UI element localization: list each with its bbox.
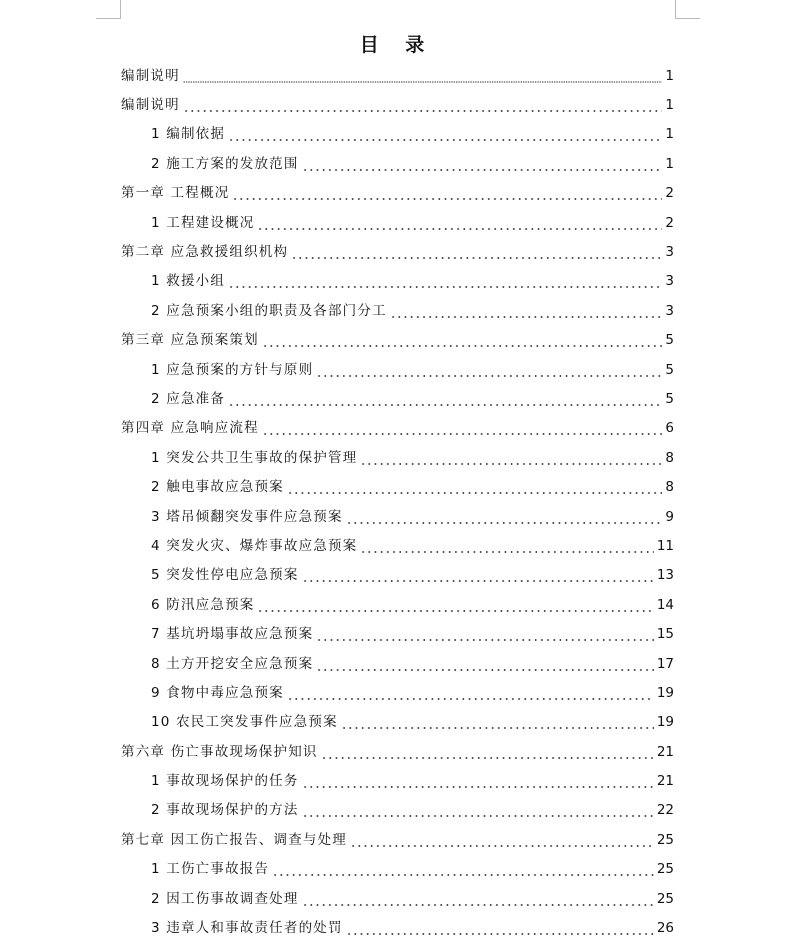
toc-entry[interactable] (121, 61, 674, 90)
toc-entry[interactable] (121, 149, 674, 178)
toc-entry[interactable] (121, 825, 674, 854)
toc-dot-leader (341, 715, 654, 729)
toc-page-number: 1 (665, 126, 674, 143)
toc-page-number: 21 (656, 743, 674, 760)
toc-page-number: 21 (656, 773, 674, 790)
toc-dot-leader (302, 803, 654, 817)
toc-page-number: 5 (665, 390, 674, 407)
toc-entry-label: 1 事故现场保护的任务 (151, 773, 299, 790)
toc-entry-label: 编制说明 (121, 67, 180, 84)
toc-entry-label: 第七章 因工伤亡报告、调查与处理 (121, 831, 347, 848)
toc-entry-label: 第三章 应急预案策划 (121, 332, 259, 349)
toc-title: 目 录 (359, 34, 435, 56)
toc-entry-label: 1 工程建设概况 (151, 214, 255, 231)
toc-dot-leader (302, 774, 654, 788)
toc-entry-label: 5 突发性停电应急预案 (151, 567, 299, 584)
toc-dot-leader (316, 657, 654, 671)
toc-dot-leader (360, 539, 653, 553)
toc-entry-label: 8 土方开挖安全应急预案 (151, 655, 314, 672)
toc-page-number: 14 (656, 596, 674, 613)
toc-entry[interactable] (121, 120, 674, 149)
toc-entry-label: 第一章 工程概况 (121, 185, 230, 202)
toc-entry[interactable] (121, 649, 674, 678)
toc-entry[interactable] (121, 472, 674, 501)
toc-entry[interactable] (121, 913, 674, 942)
toc-page-number: 2 (665, 185, 674, 202)
toc-entry-label: 3 塔吊倾翻突发事件应急预案 (151, 508, 343, 525)
toc-entry-label: 2 应急预案小组的职责及各部门分工 (151, 302, 387, 319)
toc-entry[interactable] (121, 884, 674, 913)
toc-dot-leader (346, 921, 654, 935)
toc-entry-label: 6 防汛应急预案 (151, 596, 255, 613)
toc-page-number: 8 (665, 479, 674, 496)
toc-page-number: 1 (665, 67, 674, 84)
toc-dot-leader (183, 69, 663, 83)
toc-entry-label: 10 农民工突发事件应急预案 (151, 714, 338, 731)
toc-dot-leader (302, 568, 654, 582)
toc-page-number: 6 (665, 420, 674, 437)
toc-page-number: 17 (656, 655, 674, 672)
toc-dot-leader (316, 363, 662, 377)
toc-dot-leader (232, 186, 662, 200)
toc-page-number: 8 (665, 449, 674, 466)
toc-page-number: 25 (656, 831, 674, 848)
toc-dot-leader (350, 833, 654, 847)
toc-entry[interactable] (121, 590, 674, 619)
toc-entry-label: 1 编制依据 (151, 126, 226, 143)
toc-dot-leader (316, 627, 654, 641)
toc-entry-label: 7 基坑坍塌事故应急预案 (151, 626, 314, 643)
toc-entry[interactable] (121, 296, 674, 325)
toc-entry[interactable] (121, 502, 674, 531)
toc-page-number: 22 (656, 802, 674, 819)
toc-entry[interactable] (121, 237, 674, 266)
toc-dot-leader (262, 421, 663, 435)
toc-dot-leader (321, 745, 654, 759)
toc-dot-leader (302, 157, 663, 171)
toc-entry[interactable] (121, 766, 674, 795)
page-corner-mark-top-left (96, 0, 121, 19)
toc-entry-label: 第六章 伤亡事故现场保护知识 (121, 743, 318, 760)
toc-entry-label: 1 应急预案的方针与原则 (151, 361, 314, 378)
toc-dot-leader (302, 892, 654, 906)
toc-entry-label: 2 施工方案的发放范围 (151, 155, 299, 172)
toc-entry[interactable] (121, 531, 674, 560)
toc-page-number: 9 (665, 508, 674, 525)
toc-dot-leader (390, 304, 663, 318)
toc-entry[interactable] (121, 208, 674, 237)
toc-entry-label: 第二章 应急救援组织机构 (121, 244, 289, 261)
toc-page-number: 5 (665, 361, 674, 378)
toc-page-number: 13 (656, 567, 674, 584)
toc-entry[interactable] (121, 796, 674, 825)
toc-dot-leader (346, 510, 663, 524)
page-corner-mark-top-right (675, 0, 700, 19)
toc-dot-leader (291, 245, 662, 259)
toc-entry-label: 2 触电事故应急预案 (151, 479, 284, 496)
toc-entry[interactable] (121, 708, 674, 737)
toc-page-number: 3 (665, 244, 674, 261)
toc-entry[interactable] (121, 561, 674, 590)
toc-page-number: 5 (665, 332, 674, 349)
toc-page-number: 3 (665, 273, 674, 290)
toc-entry-label: 1 突发公共卫生事故的保护管理 (151, 449, 358, 466)
toc-dot-leader (228, 392, 662, 406)
toc-page-number: 25 (656, 890, 674, 907)
toc-entry[interactable] (121, 267, 674, 296)
toc-entry[interactable] (121, 619, 674, 648)
toc-dot-leader (287, 686, 654, 700)
toc-dot-leader (262, 333, 663, 347)
toc-entry-label: 2 应急准备 (151, 390, 226, 407)
toc-entry[interactable] (121, 179, 674, 208)
toc-entry[interactable] (121, 384, 674, 413)
toc-dot-leader (228, 274, 662, 288)
toc-entry-label: 3 违章人和事故责任者的处罚 (151, 920, 343, 937)
toc-page-number: 1 (665, 155, 674, 172)
toc-page-number: 25 (656, 861, 674, 878)
toc-entry-label: 2 因工伤事故调查处理 (151, 890, 299, 907)
toc-entry-label: 1 救援小组 (151, 273, 226, 290)
toc-entry-label: 4 突发火灾、爆炸事故应急预案 (151, 537, 358, 554)
toc-dot-leader (228, 127, 662, 141)
toc-entry[interactable] (121, 326, 674, 355)
toc-dot-leader (183, 98, 663, 112)
toc-dot-leader (360, 451, 662, 465)
toc-entry[interactable] (121, 737, 674, 766)
toc-entry[interactable] (121, 90, 674, 119)
toc-entry[interactable] (121, 678, 674, 707)
toc-page-number: 15 (656, 626, 674, 643)
toc-page-number: 19 (656, 714, 674, 731)
toc-page-number: 19 (656, 684, 674, 701)
toc-entry-label: 9 食物中毒应急预案 (151, 684, 284, 701)
toc-entry-label: 2 事故现场保护的方法 (151, 802, 299, 819)
toc-dot-leader (257, 216, 662, 230)
toc-page-number: 1 (665, 97, 674, 114)
toc-dot-leader (272, 862, 654, 876)
toc-entry[interactable] (121, 355, 674, 384)
toc-page-number: 11 (656, 537, 674, 554)
toc-entry[interactable] (121, 443, 674, 472)
toc-entry[interactable] (121, 414, 674, 443)
toc-dot-leader (287, 480, 663, 494)
toc-entry-label: 第四章 应急响应流程 (121, 420, 259, 437)
toc-page-number: 26 (656, 920, 674, 937)
toc-entry[interactable] (121, 855, 674, 884)
toc-dot-leader (257, 598, 653, 612)
toc-entry-label: 编制说明 (121, 97, 180, 114)
toc-entry-label: 1 工伤亡事故报告 (151, 861, 270, 878)
toc-page-number: 2 (665, 214, 674, 231)
table-of-contents (121, 61, 674, 943)
toc-page-number: 3 (665, 302, 674, 319)
